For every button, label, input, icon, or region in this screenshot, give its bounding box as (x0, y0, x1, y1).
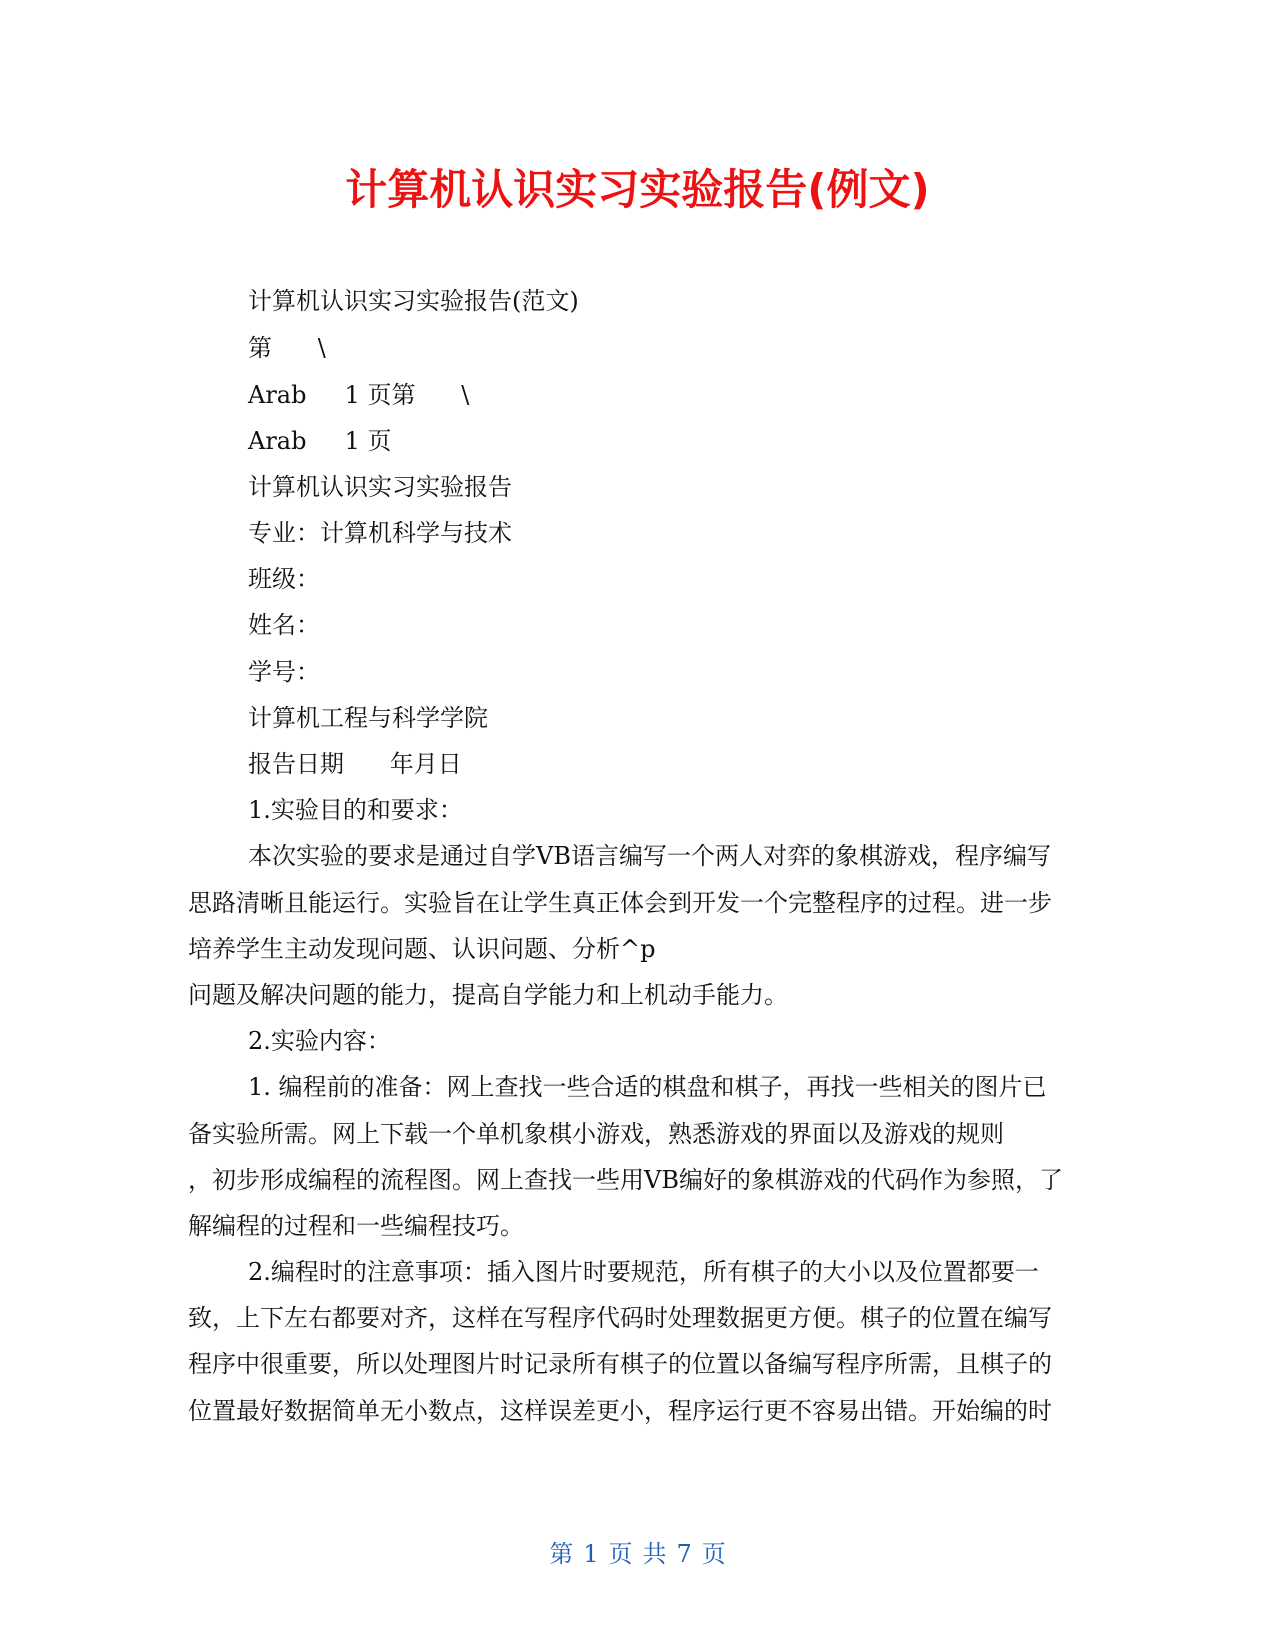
paragraph-line: 思路清晰且能运行。实验旨在让学生真正体会到开发一个完整程序的过程。进一步 (188, 889, 1052, 917)
text-line: Arab 1 页 (248, 427, 392, 455)
text-line: 报告日期 年月日 (248, 750, 462, 778)
section-heading: 2.实验内容： (248, 1027, 391, 1055)
text-line: Arab 1 页第 \ (248, 381, 470, 409)
text-line: 计算机认识实习实验报告 (248, 473, 512, 501)
paragraph-line: 备实验所需。网上下载一个单机象棋小游戏，熟悉游戏的界面以及游戏的规则 (188, 1120, 1004, 1148)
paragraph-line: 程序中很重要，所以处理图片时记录所有棋子的位置以备编写程序所需，且棋子的 (188, 1350, 1052, 1378)
text-line: 学号： (248, 658, 320, 686)
text-line: 专业：计算机科学与技术 (248, 519, 512, 547)
section-heading: 1.实验目的和要求： (248, 796, 463, 824)
page-footer (0, 1538, 1275, 1570)
paragraph-line: 培养学生主动发现问题、认识问题、分析^p (188, 935, 656, 963)
footer-label: 第 (549, 1540, 574, 1568)
paragraph-line: 致，上下左右都要对齐，这样在写程序代码时处理数据更方便。棋子的位置在编写 (188, 1304, 1052, 1332)
paragraph-line: ，初步形成编程的流程图。网上查找一些用VB编好的象棋游戏的代码作为参照，了 (188, 1166, 1063, 1194)
paragraph-line: 1. 编程前的准备：网上查找一些合适的棋盘和棋子，再找一些相关的图片已 (248, 1073, 1047, 1101)
paragraph-line: 解编程的过程和一些编程技巧。 (188, 1212, 524, 1240)
footer-label: 页 (701, 1540, 726, 1568)
footer-label: 共 (642, 1540, 667, 1568)
page-number-total: 7 (676, 1540, 692, 1568)
footer-label: 页 (608, 1540, 633, 1568)
page-number-current: 1 (583, 1540, 599, 1568)
paragraph-line: 问题及解决问题的能力，提高自学能力和上机动手能力。 (188, 981, 788, 1009)
text-line: 姓名： (248, 611, 320, 639)
text-line: 班级： (248, 565, 320, 593)
text-line: 计算机认识实习实验报告(范文) (248, 287, 579, 315)
document-title: 计算机认识实习实验报告(例文) (345, 165, 930, 214)
text-line: 第 \ (248, 334, 326, 362)
paragraph-line: 位置最好数据简单无小数点，这样误差更小，程序运行更不容易出错。开始编的时 (188, 1397, 1052, 1425)
paragraph-line: 本次实验的要求是通过自学VB语言编写一个两人对弈的象棋游戏，程序编写 (248, 842, 1051, 870)
text-line: 计算机工程与科学学院 (248, 704, 488, 732)
paragraph-line: 2.编程时的注意事项：插入图片时要规范，所有棋子的大小以及位置都要一 (248, 1258, 1039, 1286)
